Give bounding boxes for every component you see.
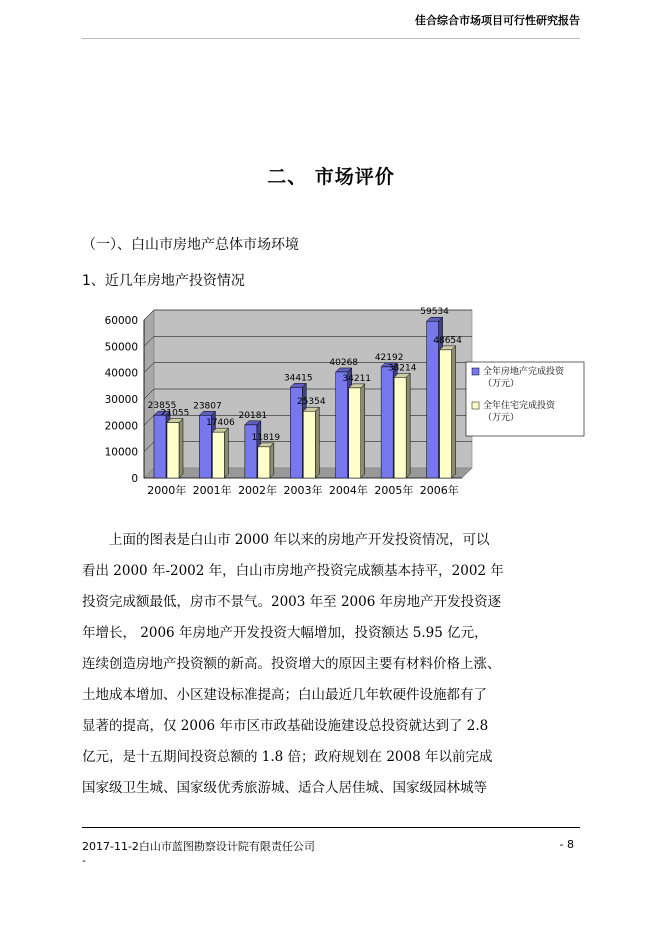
bar <box>440 350 452 478</box>
x-tick-label: 2005年 <box>374 484 414 497</box>
data-label: 38214 <box>387 363 417 374</box>
bar <box>394 377 406 478</box>
x-tick-label: 2000年 <box>147 484 187 497</box>
y-tick-label: 0 <box>131 473 138 485</box>
data-label: 48654 <box>433 335 462 346</box>
y-tick-label: 50000 <box>104 341 138 354</box>
data-label: 11819 <box>251 432 281 443</box>
data-label: 40268 <box>329 357 359 368</box>
x-tick-label: 2001年 <box>192 484 232 497</box>
data-label: 21055 <box>160 408 190 419</box>
data-label: 20181 <box>238 410 268 421</box>
body-line: 投资完成额最低，房市不景气。2003 年至 2006 年房地产开发投资逐 <box>82 594 502 610</box>
body-line: 土地成本增加、小区建设标准提高；白山最近几年软硬件设施都有了 <box>82 687 487 703</box>
bar-side <box>179 419 183 478</box>
legend-swatch <box>472 368 479 375</box>
data-label: 34211 <box>342 373 372 384</box>
bar <box>154 415 166 478</box>
bar <box>303 411 315 478</box>
y-tick-label: 30000 <box>104 394 138 406</box>
body-line: 连续创造房地产投资额的新高。投资增大的原因主要有材料价格上涨、 <box>82 656 501 672</box>
bar-side <box>361 384 365 478</box>
body-line: 上面的图表是白山市 2000 年以来的房地产开发投资情况，可以 <box>109 532 490 548</box>
legend-unit: （万元） <box>483 379 520 389</box>
x-tick-label: 2004年 <box>328 484 368 497</box>
y-tick-label: 10000 <box>104 446 138 459</box>
bar-side <box>452 346 456 478</box>
data-label: 34415 <box>283 373 313 384</box>
y-tick-label: 20000 <box>104 420 138 433</box>
footer-mark: - <box>82 854 86 867</box>
subsection-title: （一）、白山市房地产总体市场环境 <box>82 237 299 253</box>
data-label: 25354 <box>296 397 326 408</box>
data-label: 17406 <box>206 418 235 429</box>
body-line: 亿元，是十五期间投资总额的 1.8 倍；政府规划在 2008 年以前完成 <box>82 749 493 765</box>
legend-swatch <box>472 402 479 409</box>
x-tick-label: 2002年 <box>238 484 278 497</box>
header-divider <box>82 38 580 39</box>
bar-side <box>270 443 274 478</box>
bar <box>336 372 348 478</box>
page-number: - 8 <box>559 838 574 851</box>
x-tick-label: 2003年 <box>283 484 323 497</box>
data-label: 42192 <box>374 352 404 363</box>
footer-divider <box>82 827 580 828</box>
legend-label: 全年住宅完成投资 <box>483 401 556 411</box>
body-line: 国家级卫生城、国家级优秀旅游城、适合人居佳城、国家级园林城等 <box>82 780 487 796</box>
header-title: 佳合综合市场项目可行性研究报告 <box>415 14 580 27</box>
y-tick-label: 40000 <box>104 367 138 380</box>
data-label: 23807 <box>193 401 222 412</box>
bar-side <box>224 428 228 478</box>
subsubsection-title: 1、近几年房地产投资情况 <box>82 273 245 289</box>
bar-side <box>315 407 319 478</box>
legend-unit: （万元） <box>483 413 520 423</box>
bar <box>258 447 270 478</box>
y-tick-label: 60000 <box>104 315 138 327</box>
bar <box>381 367 393 478</box>
bar-side <box>406 373 410 478</box>
x-tick-label: 2006年 <box>419 484 459 497</box>
body-paragraph <box>82 525 588 804</box>
section-title: 二、 市场评价 <box>267 166 395 188</box>
body-line: 显著的提高，仅 2006 年市区市政基础设施建设总投资就达到了 2.8 <box>82 718 489 734</box>
bar <box>349 388 361 478</box>
bar <box>167 423 179 478</box>
bar <box>212 432 224 478</box>
body-line: 看出 2000 年-2002 年，白山市房地产投资完成额基本持平，2002 年 <box>82 563 504 579</box>
legend-label: 全年房地产完成投资 <box>483 367 565 377</box>
footer-company: 2017-11-2白山市蓝图勘察设计院有限责任公司 <box>82 840 315 853</box>
investment-bar-chart <box>78 300 565 505</box>
data-label: 23855 <box>147 401 177 412</box>
body-line: 年增长， 2006 年房地产开发投资大幅增加，投资额达 5.95 亿元， <box>82 625 488 641</box>
data-label: 59534 <box>420 307 449 318</box>
